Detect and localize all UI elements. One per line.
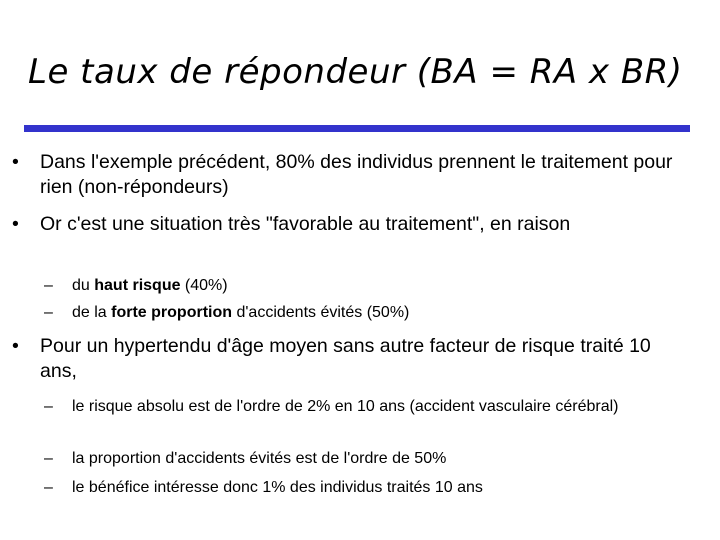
- sub-text-post: d'accidents évités (50%): [232, 304, 410, 321]
- sub-text: le bénéfice intéresse donc 1% des individus traités 10 ans: [72, 479, 483, 496]
- sub-marker: –: [44, 450, 53, 467]
- sub-marker: –: [44, 304, 53, 321]
- sub-text-bold: haut risque: [94, 277, 181, 294]
- bullet-item-1: [12, 150, 680, 200]
- bullet-marker: •: [12, 213, 19, 235]
- bullet-marker: •: [12, 151, 19, 173]
- sub-text: la proportion d'accidents évités est de l'ordre de 50%: [72, 450, 447, 467]
- sub-item-2-1: [44, 275, 682, 296]
- sub-marker: –: [44, 277, 53, 294]
- bullet-item-3: [12, 334, 680, 384]
- title-underline: [24, 125, 690, 132]
- bullet-text: Pour un hypertendu d'âge moyen sans autre facteur de risque traité 10 ans,: [40, 335, 651, 382]
- sub-text-post: (40%): [180, 277, 228, 294]
- bullet-item-2: [12, 212, 680, 237]
- sub-text: le risque absolu est de l'ordre de 2% en 10 ans (accident vasculaire cérébral): [72, 398, 619, 415]
- bullet-marker: •: [12, 335, 19, 357]
- sub-item-3-2: [44, 448, 682, 469]
- bullet-text: Or c'est une situation très "favorable au traitement", en raison: [40, 213, 571, 235]
- bullet-text: Dans l'exemple précédent, 80% des individus prennent le traitement pour rien (non-répondeurs): [40, 151, 673, 198]
- sub-item-3-1: [44, 396, 682, 417]
- sub-text-pre: du: [72, 277, 95, 294]
- sub-marker: –: [44, 398, 53, 415]
- sub-item-2-2: [44, 302, 682, 323]
- sub-text-pre: de la: [72, 304, 112, 321]
- sub-item-3-3: [44, 477, 682, 498]
- sub-marker: –: [44, 479, 53, 496]
- slide-title: Le taux de répondeur (BA = RA x BR): [28, 52, 683, 92]
- sub-text-bold: forte proportion: [111, 304, 233, 321]
